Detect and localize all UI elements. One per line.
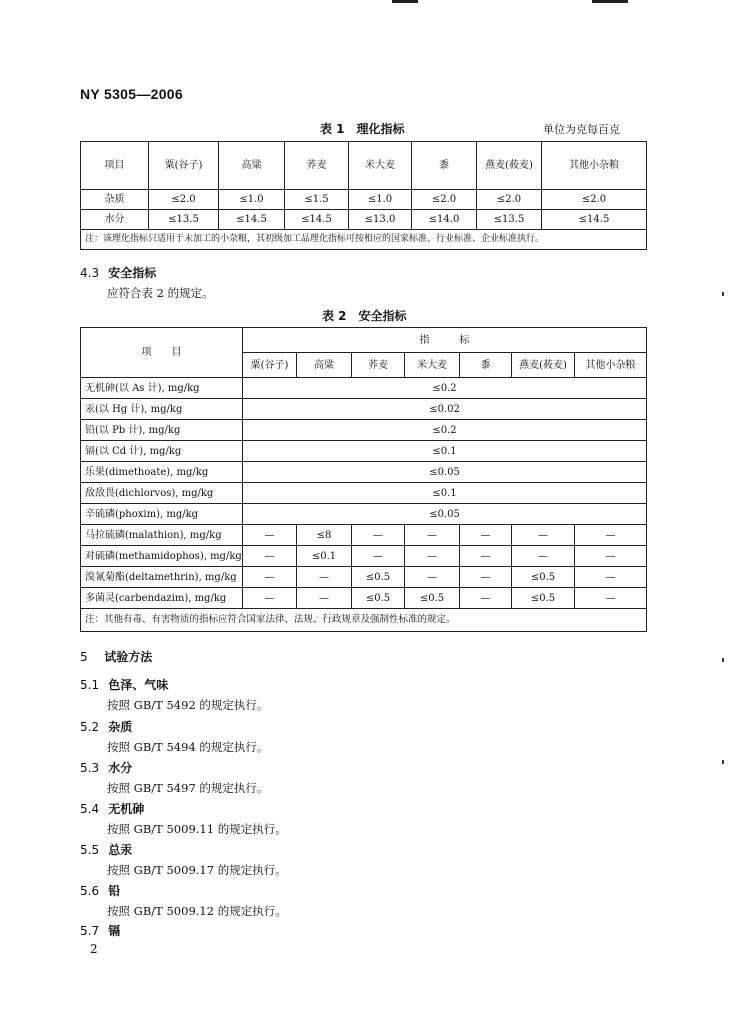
table2-col-header: 粟(谷子): [243, 353, 297, 378]
subsection-5-6-heading: [80, 882, 120, 899]
section-number: 5.4: [80, 802, 100, 816]
table2-cell: —: [243, 525, 297, 546]
table-row: [81, 462, 647, 483]
section-title: 铅: [108, 884, 121, 898]
table2-cell-merged: ≤0.02: [243, 399, 647, 420]
table-row: [81, 546, 647, 567]
subsection-5-7-heading: [80, 922, 120, 939]
section-title: 杂质: [108, 720, 133, 734]
table1-col-header: 其他小杂粮: [542, 142, 647, 190]
table2-row-item: 辛硫磷(phoxim), mg/kg: [81, 504, 243, 525]
section-number: 5.2: [80, 720, 100, 734]
table2-cell-merged: ≤0.1: [243, 483, 647, 504]
section-4-3-text: 应符合表 2 的规定。: [107, 286, 214, 300]
subsection-5-4-text: 按照 GB/T 5009.11 的规定执行。: [107, 822, 287, 836]
subsection-5-6-text: 按照 GB/T 5009.12 的规定执行。: [107, 904, 287, 918]
table2-cell: —: [243, 567, 297, 588]
subsection-5-5-heading: [80, 841, 132, 858]
table1-cell: ≤2.0: [412, 190, 477, 210]
subsection-5-3-heading: [80, 759, 132, 776]
table1-cell: ≤14.0: [412, 210, 477, 230]
section-title: 镉: [108, 924, 121, 938]
table2-row-item: 汞(以 Hg 计), mg/kg: [81, 399, 243, 420]
section-number: 5.1: [80, 678, 100, 692]
subsection-5-2-heading: [80, 718, 132, 735]
table2-cell: ≤8: [297, 525, 352, 546]
table2-group-header: 指 标: [243, 328, 647, 353]
table2-cell: —: [512, 546, 575, 567]
section-title: 总汞: [108, 843, 133, 857]
table2-cell-merged: ≤0.05: [243, 504, 647, 525]
table1-cell: ≤14.5: [285, 210, 349, 230]
table1-cell: ≤13.5: [477, 210, 542, 230]
table2-cell: ≤0.5: [512, 567, 575, 588]
table2: [80, 327, 647, 632]
table2-cell: —: [352, 546, 405, 567]
section-title: 水分: [108, 761, 133, 775]
table2-col-header: 荞麦: [352, 353, 405, 378]
table-row: [81, 525, 647, 546]
section-number: 5.7: [80, 924, 100, 938]
table2-cell: —: [243, 588, 297, 609]
table1-cell: ≤1.0: [349, 190, 412, 210]
scan-speck: [722, 658, 724, 662]
table1-cell: ≤14.5: [542, 210, 647, 230]
subsection-5-3-text: 按照 GB/T 5497 的规定执行。: [107, 781, 269, 795]
table2-col-header: 燕麦(莜麦): [512, 353, 575, 378]
table2-col-header: 其他小杂粮: [575, 353, 647, 378]
table2-cell: —: [352, 525, 405, 546]
table1-cell: ≤2.0: [149, 190, 219, 210]
table2-col-header: 高粱: [297, 353, 352, 378]
subsection-5-5-text: 按照 GB/T 5009.17 的规定执行。: [107, 863, 287, 877]
table1-col-header: 黍: [412, 142, 477, 190]
table1-cell: ≤1.0: [219, 190, 285, 210]
table2-col-header: 米大麦: [405, 353, 460, 378]
section-title: 色泽、气味: [108, 678, 169, 692]
table2-header-row: [81, 328, 647, 353]
table2-cell: —: [297, 567, 352, 588]
table2-note-row: [81, 609, 647, 632]
table1-cell: ≤2.0: [542, 190, 647, 210]
table2-cell-merged: ≤0.2: [243, 420, 647, 441]
table2-cell: —: [405, 546, 460, 567]
table1-col-header: 荞麦: [285, 142, 349, 190]
table1-cell: ≤13.0: [349, 210, 412, 230]
table2-col-header: 黍: [460, 353, 512, 378]
table2-row-item: 多菌灵(carbendazim), mg/kg: [81, 588, 243, 609]
scan-mark: [392, 0, 418, 3]
table2-cell: —: [575, 546, 647, 567]
section-5-heading: [80, 648, 152, 665]
table-row: [81, 504, 647, 525]
table-row: [81, 567, 647, 588]
subsection-5-4-heading: [80, 800, 144, 817]
table1-note-row: [81, 230, 647, 250]
subsection-5-1-heading: [80, 676, 168, 693]
table-row: [81, 441, 647, 462]
table2-caption: 表 2 安全指标: [322, 309, 407, 323]
table2-row-item: 铅(以 Pb 计), mg/kg: [81, 420, 243, 441]
table2-cell-merged: ≤0.2: [243, 378, 647, 399]
table2-cell: ≤0.5: [512, 588, 575, 609]
table2-cell: —: [460, 525, 512, 546]
table1-unit: 单位为克每百克: [543, 123, 620, 136]
table-row: [81, 210, 647, 230]
scan-speck: [722, 760, 724, 764]
subsection-5-2-text: 按照 GB/T 5494 的规定执行。: [107, 740, 269, 754]
table1-note: 注：该理化指标只适用于未加工的小杂粮，其初级加工品理化指标可按相应的国家标准、行业标准、企业标准执行。: [81, 230, 647, 250]
table2-cell-merged: ≤0.1: [243, 441, 647, 462]
table2-cell: —: [575, 525, 647, 546]
table2-row-item: 镉(以 Cd 计), mg/kg: [81, 441, 243, 462]
table1-col-header: 燕麦(莜麦): [477, 142, 542, 190]
table-row: [81, 483, 647, 504]
table1-cell: ≤2.0: [477, 190, 542, 210]
table2-cell: ≤0.5: [352, 567, 405, 588]
table2-cell: —: [405, 567, 460, 588]
table2-item-header: 项 目: [81, 328, 243, 378]
page-number: 2: [90, 942, 98, 956]
table-row: [81, 588, 647, 609]
table2-cell: —: [243, 546, 297, 567]
section-number: 5.6: [80, 884, 100, 898]
scan-speck: [722, 292, 724, 296]
table2-row-item: 马拉硫磷(malathion), mg/kg: [81, 525, 243, 546]
table2-cell: —: [297, 588, 352, 609]
section-title: 安全指标: [108, 266, 157, 280]
table1-cell: ≤13.5: [149, 210, 219, 230]
table1-row-item: 水分: [81, 210, 149, 230]
table2-cell: ≤0.5: [352, 588, 405, 609]
table2-cell: ≤0.5: [405, 588, 460, 609]
table2-cell: —: [575, 588, 647, 609]
table1-col-header: 米大麦: [349, 142, 412, 190]
table2-cell: —: [405, 525, 460, 546]
table1-cell: ≤14.5: [219, 210, 285, 230]
section-4-3-heading: [80, 264, 156, 281]
table2-row-item: 溴氰菊酯(deltamethrin), mg/kg: [81, 567, 243, 588]
table1-col-header: 项目: [81, 142, 149, 190]
table2-cell: —: [575, 567, 647, 588]
subsection-5-1-text: 按照 GB/T 5492 的规定执行。: [107, 698, 269, 712]
table2-cell-merged: ≤0.05: [243, 462, 647, 483]
table2-cell: —: [460, 567, 512, 588]
table2-row-item: 乐果(dimethoate), mg/kg: [81, 462, 243, 483]
section-number: 4.3: [80, 266, 100, 280]
table2-row-item: 敌敌畏(dichlorvos), mg/kg: [81, 483, 243, 504]
section-title: 试验方法: [104, 650, 153, 664]
table2-cell: ≤0.1: [297, 546, 352, 567]
section-number: 5.3: [80, 761, 100, 775]
table1-caption: 表 1 理化指标: [320, 122, 405, 136]
table1-header-row: [81, 142, 647, 190]
table1-cell: ≤1.5: [285, 190, 349, 210]
table2-cell: —: [460, 588, 512, 609]
table2-row-item: 无机砷(以 As 计), mg/kg: [81, 378, 243, 399]
table2-row-item: 对硫磷(methamidophos), mg/kg: [81, 546, 243, 567]
standard-code: NY 5305—2006: [80, 86, 183, 102]
table-row: [81, 399, 647, 420]
table1-col-header: 高粱: [219, 142, 285, 190]
scan-mark: [592, 0, 628, 3]
section-number: 5.5: [80, 843, 100, 857]
section-number: 5: [80, 650, 88, 664]
table1-row-item: 杂质: [81, 190, 149, 210]
table1: [80, 141, 647, 250]
table2-cell: —: [512, 525, 575, 546]
table2-cell: —: [460, 546, 512, 567]
section-title: 无机砷: [108, 802, 145, 816]
table1-col-header: 粟(谷子): [149, 142, 219, 190]
table-row: [81, 420, 647, 441]
table-row: [81, 378, 647, 399]
table2-note: 注：其他有毒、有害物质的指标应符合国家法律、法规、行政规章及强制性标准的规定。: [81, 609, 647, 632]
table-row: [81, 190, 647, 210]
